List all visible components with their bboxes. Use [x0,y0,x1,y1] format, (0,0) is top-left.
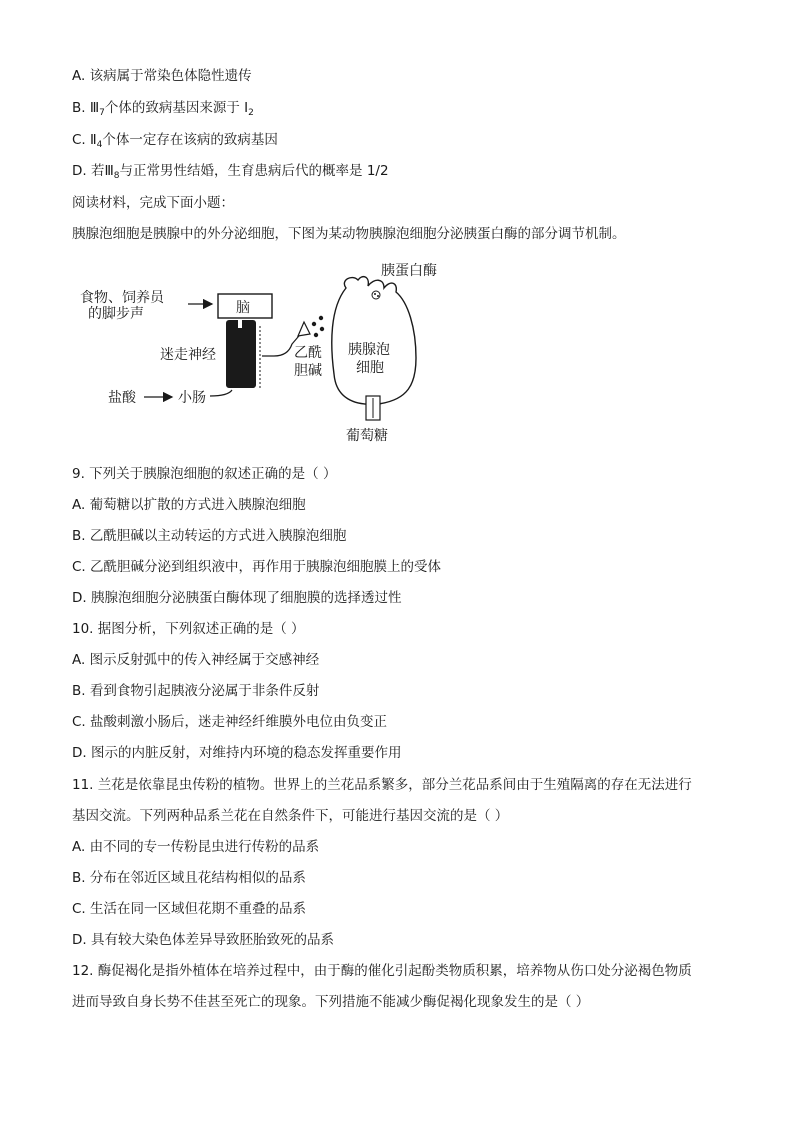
food-label-1: 食物、饲养员 [80,290,164,306]
question-9-option-a: A. 葡萄糖以扩散的方式进入胰腺泡细胞 [72,497,306,513]
option-prev-b-sub1: 7 [99,108,105,118]
synapse-ending [298,322,310,336]
ach-dot [320,327,324,331]
question-12-stem-2: 进而导致自身长势不佳甚至死亡的现象。下列措施不能减少酶促褐化现象发生的是（ ） [72,994,590,1010]
question-11-option-b: B. 分布在邻近区域且花结构相似的品系 [72,870,306,886]
reading-intro: 阅读材料，完成下面小题： [72,195,234,211]
food-label-2: 的脚步声 [88,306,144,322]
option-prev-c [72,131,278,154]
option-prev-d-pre: D. 若Ⅲ [72,163,114,179]
vagus-nerve [226,320,256,388]
option-prev-b-pre: B. Ⅲ [72,100,100,116]
ach-label-1: 乙酰 [294,345,322,361]
vagus-label: 迷走神经 [160,347,216,363]
trypsin-granule [374,293,376,295]
question-10-option-c: C. 盐酸刺激小肠后，迷走神经纤维膜外电位由负变正 [72,714,388,730]
question-11-option-a: A. 由不同的专一传粉昆虫进行传粉的品系 [72,839,320,855]
intestine-label: 小肠 [178,390,206,406]
question-11-option-c: C. 生活在同一区域但花期不重叠的品系 [72,901,307,917]
option-prev-b-mid: 个体的致病基因来源于 I [104,100,249,116]
trypsin-granule [377,295,379,297]
cell-label-2: 细胞 [356,360,384,376]
ach-label-2: 胆碱 [294,363,322,379]
question-10-option-a: A. 图示反射弧中的传入神经属于交感神经 [72,652,320,668]
question-10-stem: 10. 据图分析，下列叙述正确的是（ ） [72,621,305,637]
material-text: 胰腺泡细胞是胰腺中的外分泌细胞，下图为某动物胰腺泡细胞分泌胰蛋白酶的部分调节机制。 [72,226,626,242]
option-prev-a: A. 该病属于常染色体隐性遗传 [72,68,252,84]
option-prev-b [72,99,254,122]
option-prev-c-sub1: 4 [96,140,103,150]
hcl-label: 盐酸 [108,390,136,406]
cell-label-1: 胰腺泡 [348,342,390,358]
question-11-stem-1: 11. 兰花是依靠昆虫传粉的植物。世界上的兰花品系繁多，部分兰花品系间由于生殖隔离的存在无法进行 [72,777,692,793]
glucose-label: 葡萄糖 [346,428,388,444]
intestine-link [210,390,232,396]
brain-label: 脑 [236,300,250,316]
question-10-option-d: D. 图示的内脏反射，对维持内环境的稳态发挥重要作用 [72,745,402,761]
ach-dot [312,322,316,326]
question-12-stem-1: 12. 酶促褐化是指外植体在培养过程中，由于酶的催化引起酚类物质积累，培养物从伤口处分泌褐色物质 [72,963,692,979]
question-9-stem: 9. 下列关于胰腺泡细胞的叙述正确的是（ ） [72,466,337,482]
option-prev-c-post: 个体一定存在该病的致病基因 [102,132,278,148]
trypsin-label: 胰蛋白酶 [381,263,437,279]
regulation-diagram [78,258,448,450]
ach-dot [319,316,323,320]
option-prev-d [72,162,389,185]
option-prev-d-sub1: 8 [113,171,120,181]
option-prev-c-pre: C. Ⅱ [72,132,97,148]
trypsin-vesicle [372,291,380,299]
question-9-option-c: C. 乙酰胆碱分泌到组织液中，再作用于胰腺泡细胞膜上的受体 [72,559,442,575]
nerve-tip [238,320,242,328]
ach-dot [314,333,318,337]
question-10-option-b: B. 看到食物引起胰液分泌属于非条件反射 [72,683,320,699]
option-prev-d-post: 与正常男性结婚，生育患病后代的概率是 1/2 [119,163,389,179]
question-11-stem-2: 基因交流。下列两种品系兰花在自然条件下，可能进行基因交流的是（ ） [72,808,509,824]
question-9-option-b: B. 乙酰胆碱以主动转运的方式进入胰腺泡细胞 [72,528,347,544]
question-9-option-d: D. 胰腺泡细胞分泌胰蛋白酶体现了细胞膜的选择透过性 [72,590,402,606]
question-11-option-d: D. 具有较大染色体差异导致胚胎致死的品系 [72,932,334,948]
option-prev-b-sub2: 2 [248,108,254,118]
